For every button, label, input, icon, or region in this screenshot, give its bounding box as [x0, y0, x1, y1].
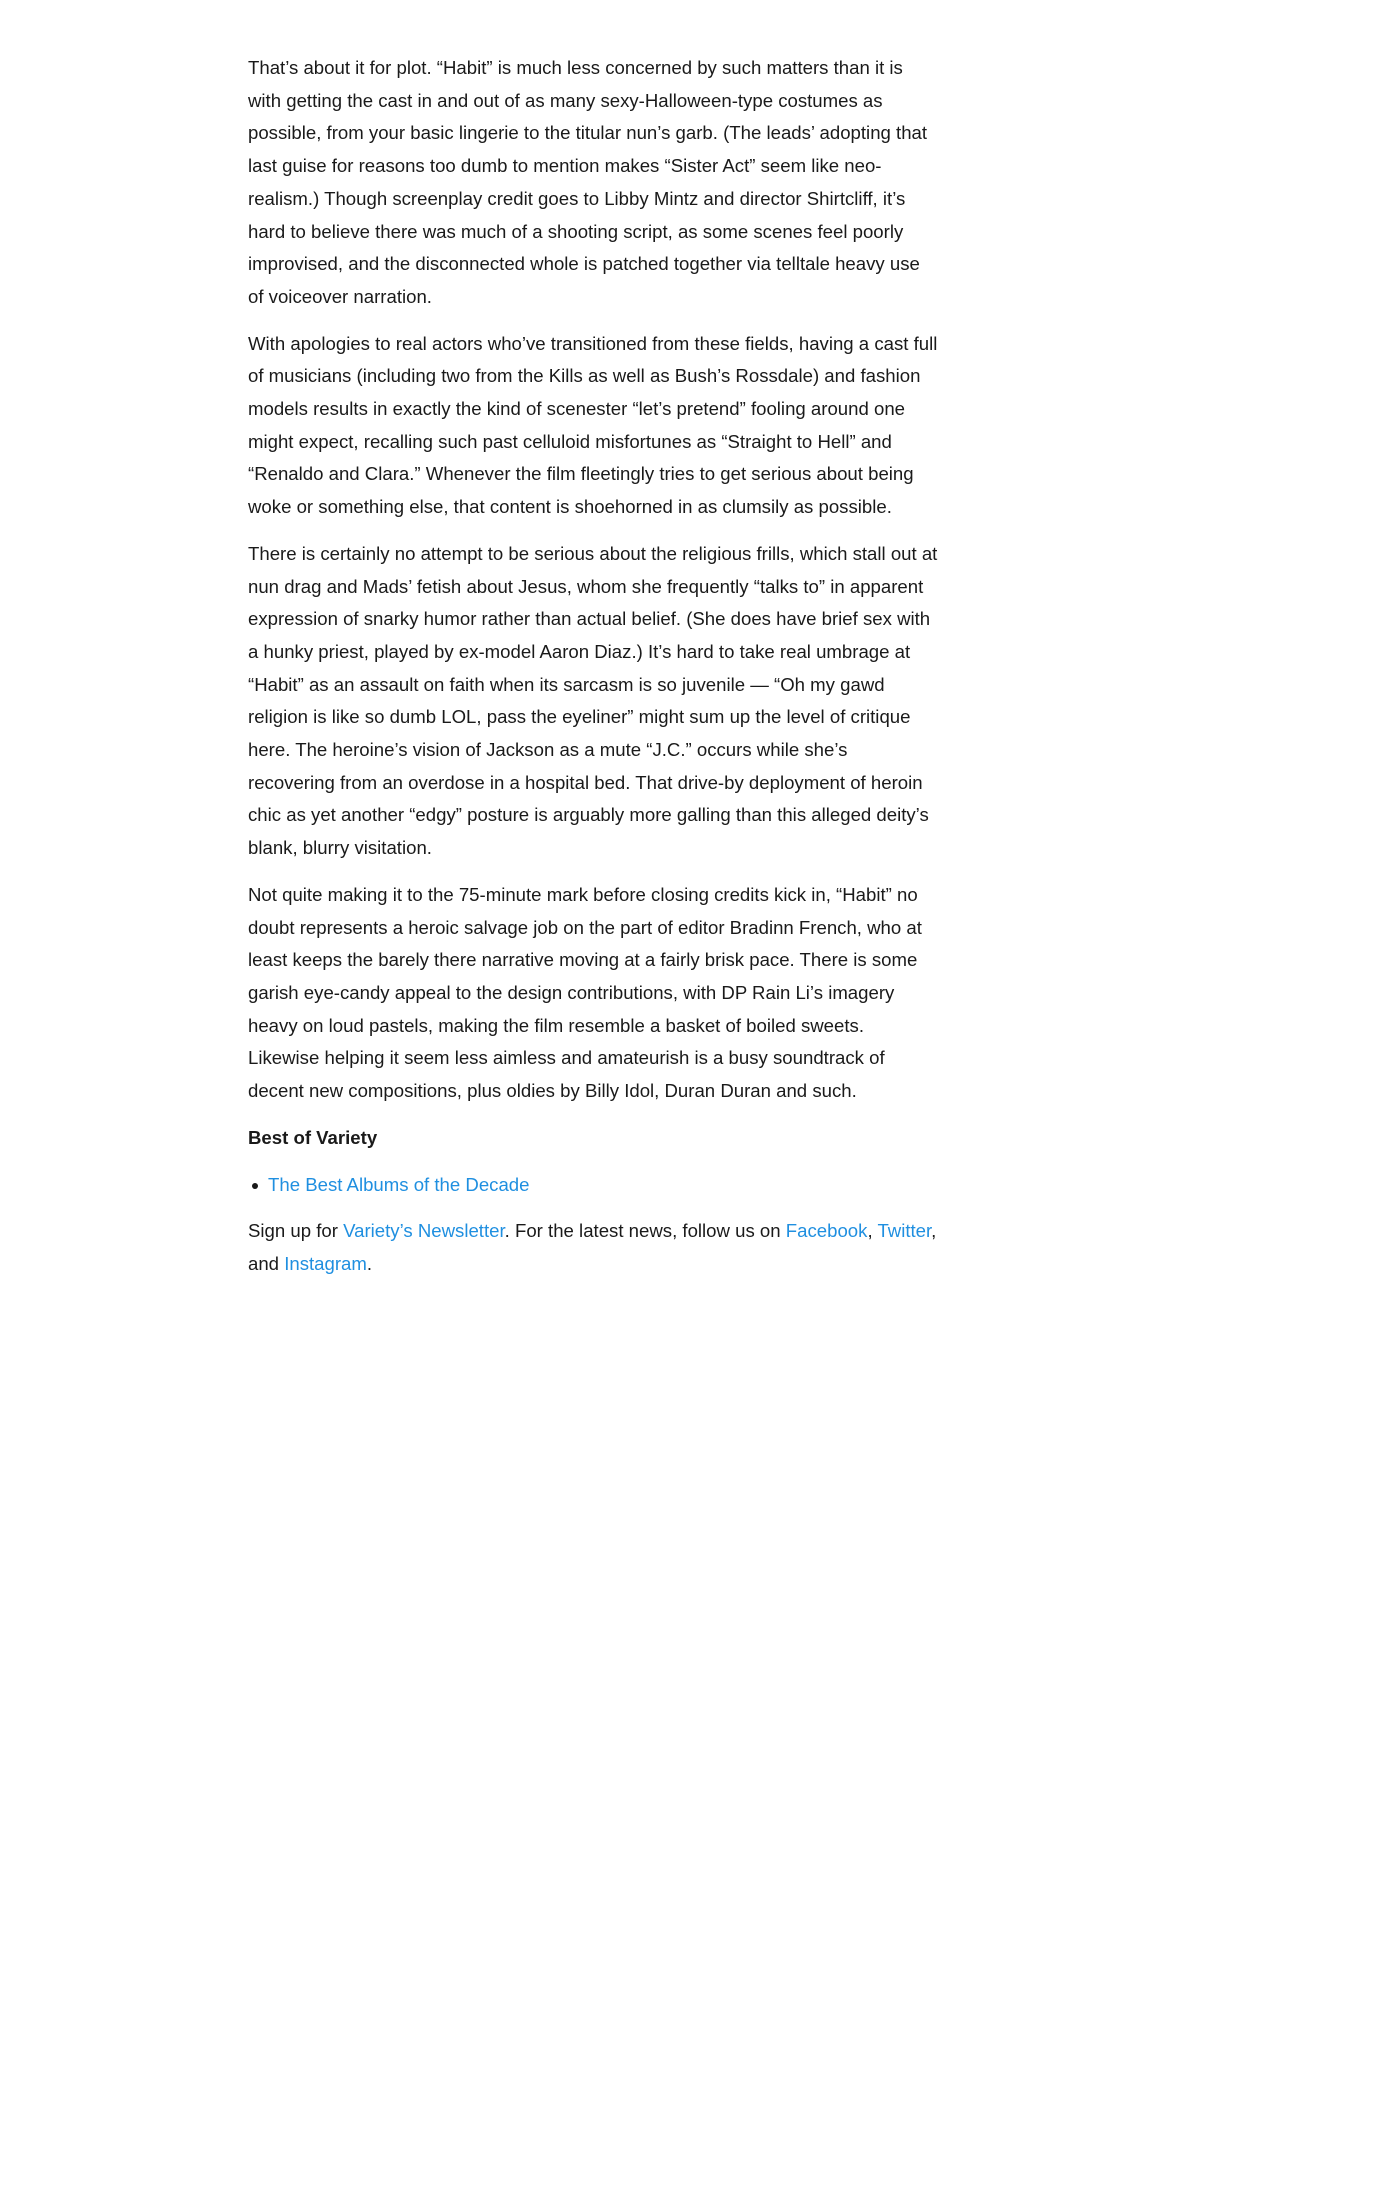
instagram-link[interactable]: Instagram [284, 1252, 367, 1274]
best-of-variety-heading: Best of Variety [248, 1126, 378, 1148]
article-paragraph: That’s about it for plot. “Habit” is much less concerned by such matters than it is with getting the cast in and out of as many sexy-Halloween-type costumes as possible, from your basic lingerie to the titular nun’s garb. (The leads’ adopting that last guise for reasons too dumb to mention makes “Sister Act” seem like neo-realism.) Though screenplay credit goes to Libby Mintz and director Shirtcliff, it’s hard to believe there was much of a shooting script, as some scenes feel poorly improvised, and the disconnected whole is patched together via telltale heavy use of voiceover narration. [248, 57, 928, 307]
article-body [248, 52, 938, 1295]
facebook-link[interactable]: Facebook [785, 1220, 868, 1242]
signup-and: , and [248, 1220, 937, 1274]
best-albums-link[interactable]: The Best Albums of the Decade [268, 1173, 530, 1195]
article-paragraph: Not quite making it to the 75-minute mark before closing credits kick in, “Habit” no doubt represents a heroic salvage job on the part of editor Bradinn French, who at least keeps the barely there narrative moving at a fairly brisk pace. There is some garish eye-candy appeal to the design contributions, with DP Rain Li’s imagery heavy on loud pastels, making the film resemble a basket of boiled sweets. Likewise helping it seem less aimless and amateurish is a busy soundtrack of decent new compositions, plus oldies by Billy Idol, Duran Duran and such. [248, 883, 922, 1102]
signup-comma: , [867, 1220, 878, 1242]
article-paragraph: With apologies to real actors who’ve transitioned from these fields, having a cast full of musicians (including two from the Kills as well as Bush’s Rossdale) and fashion models results in exactly the kind of scenester “let’s pretend” fooling around one might expect, recalling such past celluloid misfortunes as “Straight to Hell” and “Renaldo and Clara.” Whenever the film fleetingly tries to get serious about being woke or something else, that content is shoehorned in as clumsily as possible. [248, 332, 938, 518]
signup-middle: . For the latest news, follow us on [504, 1220, 786, 1242]
list-item [268, 1169, 938, 1202]
newsletter-signup-text [248, 1215, 938, 1280]
article-paragraph: There is certainly no attempt to be serious about the religious frills, which stall out at nun drag and Mads’ fetish about Jesus, whom she frequently “talks to” in apparent expression of snarky humor rather than actual belief. (She does have brief sex with a hunky priest, played by ex-model Aaron Diaz.) It’s hard to take real umbrage at “Habit” as an assault on faith when its sarcasm is so juvenile — “Oh my gawd religion is like so dumb LOL, pass the eyeliner” might sum up the level of critique here. The heroine’s vision of Jackson as a mute “J.C.” occurs while she’s recovering from an overdose in a hospital bed. That drive-by deployment of heroin chic as yet another “edgy” posture is arguably more galling than this alleged deity’s blank, blurry visitation. [248, 542, 938, 859]
signup-suffix: . [366, 1252, 373, 1274]
signup-prefix: Sign up for [248, 1220, 344, 1242]
best-of-list [248, 1169, 938, 1202]
twitter-link[interactable]: Twitter [877, 1220, 932, 1242]
newsletter-link[interactable]: Variety’s Newsletter [343, 1220, 505, 1242]
